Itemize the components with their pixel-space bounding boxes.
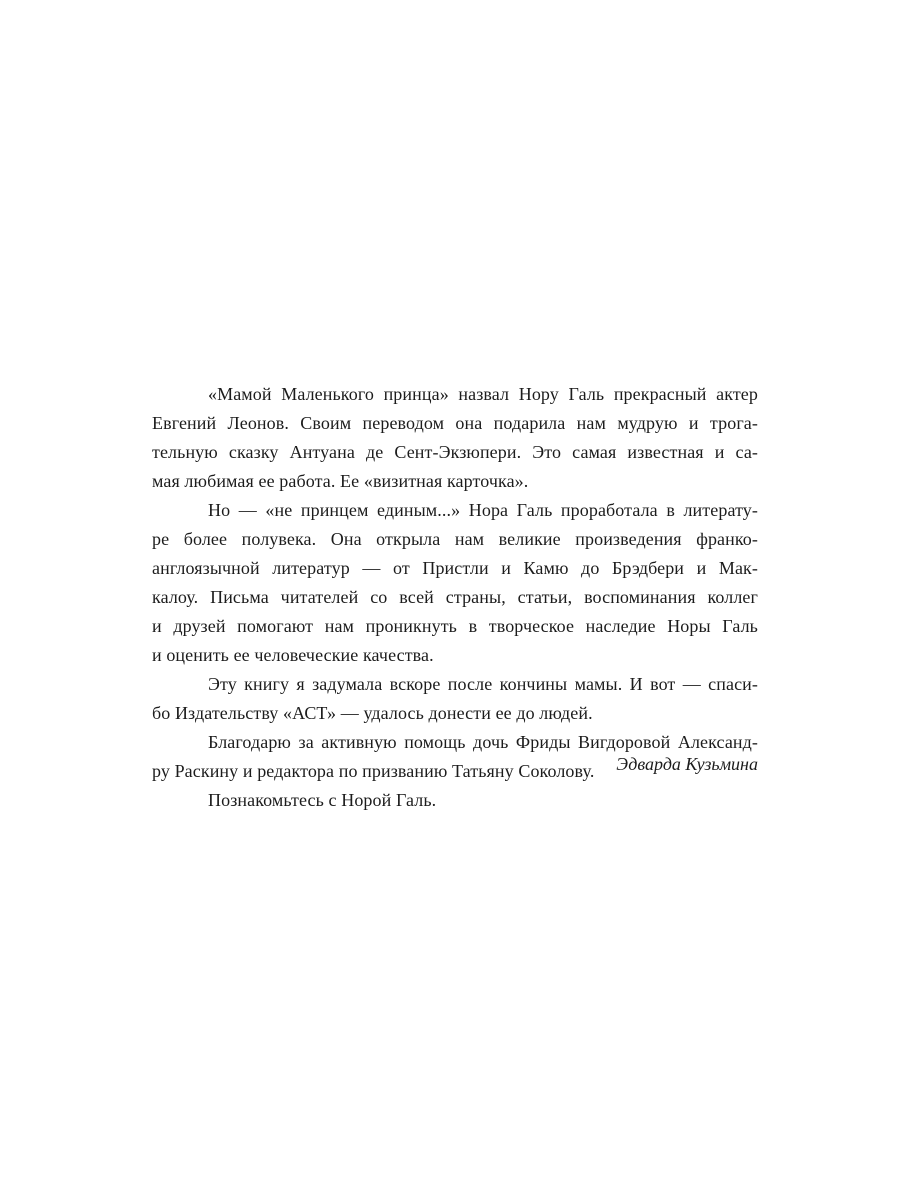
text-line: мая любимая ее работа. Ее «визитная карточка».: [152, 471, 529, 491]
text-line: англоязычной литератур — от Пристли и Камю до Брэдбери и Мак-: [152, 558, 758, 578]
author-signature: Эдварда Кузьмина: [616, 754, 758, 774]
text-line: Евгений Леонов. Своим переводом она подарила нам мудрую и трога-: [152, 413, 758, 433]
text-line: Познакомьтесь с Норой Галь.: [208, 790, 437, 810]
text-line: ре более полувека. Она открыла нам великие произведения франко-: [152, 529, 758, 549]
text-line: тельную сказку Антуана де Сент-Экзюпери. Это самая известная и са-: [152, 442, 758, 462]
text-line: бо Издательству «АСТ» — удалось донести ее до людей.: [152, 703, 593, 723]
text-line: Эту книгу я задумала вскоре после кончины мамы. И вот — спаси-: [208, 674, 758, 694]
paragraph-2: [152, 496, 758, 670]
paragraph-5: [152, 786, 758, 815]
text-line: и друзей помогают нам проникнуть в творческое наследие Норы Галь: [152, 616, 758, 636]
text-line: Благодарю за активную помощь дочь Фриды Вигдоровой Александ-: [208, 732, 758, 752]
paragraph-3: [152, 670, 758, 728]
text-line: «Мамой Маленького принца» назвал Нору Галь прекрасный актер: [208, 384, 758, 404]
paragraph-1: [152, 380, 758, 496]
text-line: калоу. Письма читателей со всей страны, статьи, воспоминания коллег: [152, 587, 758, 607]
text-line: ру Раскину и редактора по призванию Татьяну Соколову.: [152, 761, 595, 781]
text-line: Но — «не принцем единым...» Нора Галь проработала в литерату-: [208, 500, 758, 520]
text-line: и оценить ее человеческие качества.: [152, 645, 434, 665]
